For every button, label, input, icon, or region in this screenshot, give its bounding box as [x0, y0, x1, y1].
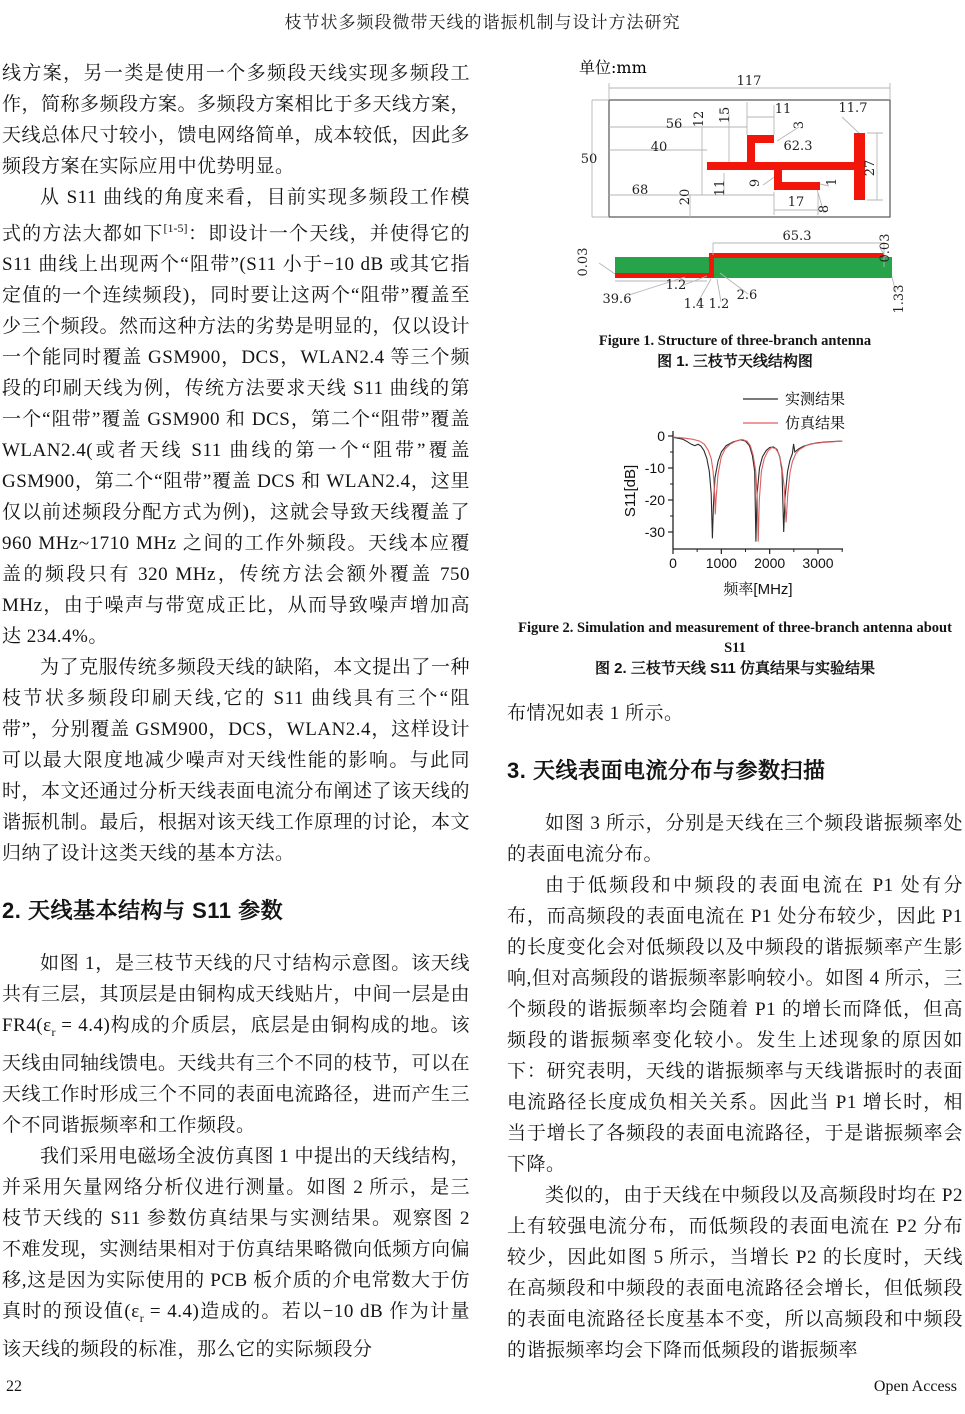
paragraph-text: 如图 1，是三枝节天线的尺寸结构示意图。该天线共有三层，其顶层是由铜构成天线贴片，中间一层是由 FR4(ε — [2, 953, 471, 1037]
label-text: 2000 — [754, 555, 786, 571]
section-heading-3: 3. 天线表面电流分布与参数扫描 — [507, 758, 826, 783]
label-text: -10 — [644, 460, 665, 476]
label-text: 0.03 — [577, 247, 591, 277]
label-text: 50 — [580, 152, 598, 167]
label-text: 1.2 — [708, 297, 730, 312]
paragraph — [2, 948, 470, 1141]
label-text: 117 — [736, 74, 762, 89]
label-text: 0 — [657, 428, 665, 444]
lower-branch-horizontal — [774, 182, 820, 190]
label-text: 0 — [669, 555, 677, 571]
paragraph — [507, 808, 963, 870]
label-text: 62.3 — [783, 139, 813, 154]
paragraph — [507, 1180, 963, 1366]
paragraph-text: 我们采用电磁场全波仿真图 1 中提出的天线结构，并采用矢量网络分析仪进行测量。如图 2 所示，是三枝节天线的 S11 参数仿真结果与实测结果。观察图 2 不难发现，实测结果相对于仿真结果略微向低频方向偏移,这是因为实际使用的 PCB 板介质的介电常数大于仿真时的预设值(ε — [2, 1146, 471, 1323]
paragraph-text: 类似的，由于天线在中频段以及高频段时均在 P2 上有较强电流分布，而低频段的表面电流在 P2 分布较少，因此如图 5 所示，当增长 P2 的长度时，天线在高频段和中频段的表面电流路径会增长，但低频段的表面电流路径长度基本不变，所以高频段和中频段的谐振频率均会下降而低频段的谐振频率 — [507, 1185, 963, 1361]
upper-branch-horizontal — [747, 135, 774, 143]
paragraph-text: 从 S11 曲线的角度来看，目前实现多频段工作模式的方法大都如下 — [2, 187, 470, 245]
main-branch — [707, 162, 864, 170]
antenna-structure-drawing — [577, 55, 912, 320]
paragraph — [2, 58, 470, 182]
label-text: 39.6 — [602, 292, 632, 307]
epsilon-subscript: r — [139, 1310, 144, 1325]
paragraph — [507, 870, 963, 1180]
label-text: 11 — [713, 179, 728, 197]
label-text: 56 — [665, 117, 683, 132]
paragraph-text: 如图 3 所示，分别是天线在三个频段谐振频率处的表面电流分布。 — [507, 813, 963, 865]
paragraph — [2, 652, 470, 869]
label-text: 15 — [718, 106, 733, 124]
page-number: 22 — [6, 1378, 22, 1395]
label-text: 40 — [650, 140, 668, 155]
figure1-caption-zh: 图 1. 三枝节天线结构图 — [657, 353, 813, 370]
label-text: 9 — [748, 178, 763, 188]
paragraph-text: 由于低频段和中频段的表面电流在 P1 处有分布，而高频段的表面电流在 P1 处分布较少，因此 P1 的长度变化会对低频段以及中频段的谐振频率产生影响,但对高频段的谐振频率影响较小。如图 4 所示，三个频段的谐振频率均会随着 P1 的增长而降低，但高频段的谐振频率变化较小。发生上述现象的原因如下：研究表明，天线的谐振频率与天线谐振时的表面电流路径长度成负相关关系。因此当 P1 增长时，相当于增长了各频段的表面电流路径，于是谐振频率会下降。 — [507, 875, 963, 1175]
patch-copper-layer — [709, 253, 884, 258]
citation-superscript: [1-5] — [163, 221, 188, 235]
label-text: S11[dB] — [622, 464, 639, 518]
figure1-antenna-structure — [577, 55, 963, 325]
label-text: 8 — [817, 204, 832, 214]
label-text: 20 — [678, 188, 693, 206]
label-text: 3 — [792, 120, 807, 130]
paragraph — [507, 698, 963, 729]
label-text: 27 — [863, 159, 878, 177]
label-text: 65.3 — [782, 229, 812, 244]
label-text: 1 — [825, 177, 840, 187]
label-text: -20 — [644, 492, 665, 508]
ground-copper-layer — [615, 273, 711, 278]
label-text: 3000 — [802, 555, 834, 571]
legend-label: 仿真结果 — [785, 414, 846, 432]
figure2-s11-chart — [615, 387, 963, 610]
label-text: 1.33 — [892, 284, 907, 314]
label-text: 12 — [692, 110, 707, 128]
paragraph — [2, 1141, 470, 1365]
label-text: 频率[MHz] — [723, 581, 793, 598]
label-text: 17 — [787, 195, 805, 210]
label-text: 1000 — [705, 555, 737, 571]
label-text: 1.4 — [683, 297, 705, 312]
label-text: 2.6 — [736, 288, 758, 303]
paper-running-title: 枝节状多频段微带天线的谐振机制与设计方法研究 — [284, 13, 681, 32]
right-column — [507, 55, 963, 1366]
paragraph-text: = 4.4)构成的介质层，底层是由铜构成的地。该天线由同轴线馈电。天线共有三个不同的枝节，可以在天线工作时形成三个不同的表面电流路径，进而产生三个不同谐振频率和工作频段。 — [2, 1015, 471, 1137]
paragraph-text: = 4.4)造成的。若以−10 dB 作为计量该天线的频段的标准，那么它的实际频段分 — [2, 1301, 471, 1360]
label-text: -30 — [644, 524, 665, 540]
paragraph-text: 布情况如表 1 所示。 — [507, 703, 684, 724]
antenna-side-view — [615, 253, 892, 278]
legend-label: 实测结果 — [785, 390, 846, 408]
left-column — [2, 58, 470, 1365]
paragraph-text: ：即设计一个天线，并使得它的 S11 曲线上出现两个“阻带”(S11 小于−10 dB 或其它指定值的一个连续频段)，同时要让这两个“阻带”覆盖至少三个频段。然而这种方法的劣势是明显的，仅以设计一个能同时覆盖 GSM900，DCS，WLAN2.4 等三个频段的印刷天线为例，传统方法要求天线 S11 曲线的第一个“阻带”覆盖 GSM900 和 DCS，第二个“阻带”覆盖 WLAN2.4(或者天线 S11 曲线的第一个“阻带”覆盖 GSM900，第二个“阻带”覆盖 DCS 和 WLAN2.4，这里仅以前述频段分配方式为例)，这就会导致天线覆盖了 960 MHz~1710 MHz 之间的工作外频段。天线本应覆盖的频段只有 320 MHz，传统方法会额外覆盖 750 MHz，由于噪声与带宽成正比，从而导致噪声增加高达 234.4%。 — [2, 223, 471, 648]
label-text: 0.03 — [878, 233, 893, 263]
label-text: 68 — [631, 183, 649, 198]
label-text: 11.7 — [838, 101, 868, 116]
paragraph-text: 为了克服传统多频段天线的缺陷，本文提出了一种枝节状多频段印刷天线,它的 S11 曲线具有三个“阻带”，分别覆盖 GSM900，DCS，WLAN2.4，这样设计可以最大限度地减少噪声对天线性能的影响。与此同时，本文还通过分析天线表面电流分布阐述了该天线的谐振机制。最后，根据对该天线工作原理的讨论，本文归纳了设计这类天线的基本方法。 — [2, 657, 471, 865]
label-text: 11 — [774, 102, 792, 117]
s11-line-chart — [615, 387, 955, 605]
paragraph — [2, 182, 470, 652]
section-heading-2: 2. 天线基本结构与 S11 参数 — [2, 898, 284, 924]
figure2-caption-zh: 图 2. 三枝节天线 S11 仿真结果与实验结果 — [594, 660, 876, 677]
open-access-label: Open Access — [873, 1378, 957, 1395]
epsilon-subscript: r — [51, 1025, 56, 1040]
figure1-caption-en: Figure 1. Structure of three-branch antenna — [598, 333, 872, 349]
unit-label: 单位:mm — [579, 58, 647, 77]
figure2-caption-en: Figure 2. Simulation and measurement of three-branch antenna about S11 — [518, 620, 952, 656]
label-text: 1.2 — [665, 278, 687, 293]
paragraph-text: 线方案，另一类是使用一个多频段天线实现多频段工作，简称多频段方案。多频段方案相比于多天线方案，天线总体尺寸较小，馈电网络简单，成本较低，因此多频段方案在实际应用中优势明显。 — [2, 63, 471, 177]
